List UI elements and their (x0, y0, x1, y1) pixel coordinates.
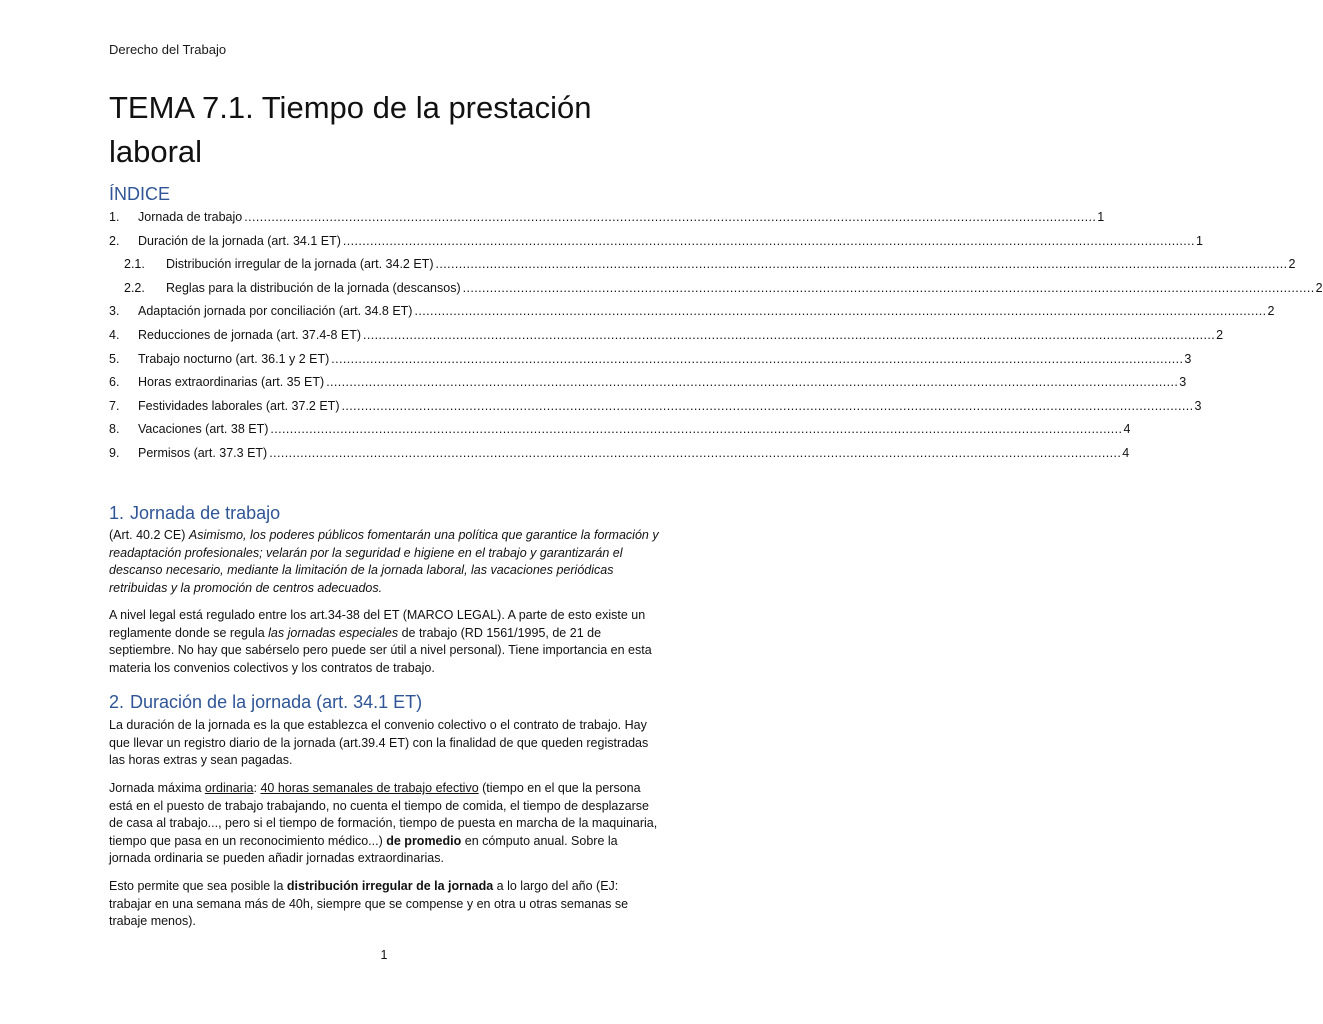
running-header: Derecho del Trabajo (109, 42, 227, 57)
toc-number: 2.2. (124, 280, 145, 295)
toc-label: Trabajo nocturno (art. 36.1 y 2 ET) (138, 351, 330, 366)
max-hours-paragraph (109, 780, 659, 868)
toc-heading: ÍNDICE (109, 184, 171, 204)
section-heading-2 (109, 692, 422, 713)
section-title: Duración de la jornada (art. 34.1 ET) (130, 692, 423, 712)
text-run: A nivel legal está regulado entre los art.34-38 del ET (MARCO LEGAL). A parte de esto existe un reglamente donde se regula (109, 608, 646, 640)
toc-entry[interactable] (109, 230, 1203, 254)
toc-label: Distribución irregular de la jornada (art. 34.2 ET) (166, 257, 434, 272)
toc-entry[interactable] (109, 206, 1105, 230)
text-run: de trabajo (RD 1561/1995, de 21 de septiembre. No hay que sabérselo pero puede ser útil a nivel personal). Tiene importancia en esta materia los convenios colectivos y los contratos de trabajo. (109, 625, 652, 675)
toc-page-number: 2 (1267, 304, 1275, 319)
toc-page-number: 1 (1097, 210, 1105, 224)
quote-text: Asimismo, los poderes públicos fomentarán una política que garantice la formación y readaptación profesionales; velarán por la seguridad e higiene en el trabajo y garantizarán el descanso necesario, mediante la limitación de la jornada laboral, las vacaciones periódicas retribuidas y la promoción de centros adecuados. (109, 528, 659, 595)
toc-number: 3. (109, 304, 120, 319)
toc-entry[interactable] (109, 442, 1130, 466)
text-run: Jornada máxima (109, 781, 205, 795)
table-of-contents (109, 206, 1323, 466)
section-heading-1 (109, 503, 280, 524)
toc-dot-leader: ............................................................................................................................................................................................................................ (270, 422, 1123, 437)
duration-paragraph: La duración de la jornada es la que establezca el convenio colectivo o el contrato de trabajo. Hay que llevar un registro diario de la jornada (art.39.4 ET) con la finalidad de que queden registradas las horas extras y sean pagadas. (109, 718, 649, 768)
toc-dot-leader: ............................................................................................................................................................................................................................ (363, 327, 1216, 342)
irregular-distribution-paragraph (109, 878, 659, 931)
toc-page-number: 3 (1194, 398, 1202, 413)
section-number: 2. (109, 692, 125, 712)
toc-label: Vacaciones (art. 38 ET) (138, 422, 269, 437)
toc-number: 5. (109, 351, 120, 366)
toc-page-number: 2 (1288, 257, 1296, 272)
emphasis-text: las jornadas especiales (268, 625, 399, 640)
toc-page-number: 4 (1123, 422, 1131, 437)
toc-entry[interactable] (109, 348, 1192, 372)
toc-page-number: 3 (1179, 375, 1187, 390)
toc-dot-leader: ............................................................................................................................................................................................................................ (326, 375, 1179, 390)
toc-subentry[interactable] (109, 277, 1323, 301)
toc-page-number: 4 (1122, 445, 1130, 460)
legal-framework-paragraph (109, 607, 659, 677)
document-title: TEMA 7.1. Tiempo de la prestación laboral (109, 90, 592, 169)
toc-dot-leader: ............................................................................................................................................................................................................................ (342, 233, 1195, 248)
toc-number: 8. (109, 422, 120, 437)
toc-entry[interactable] (109, 300, 1275, 324)
toc-subentry[interactable] (109, 253, 1296, 277)
text-run: a lo largo del año (EJ: trabajar en una semana más de 40h, siempre que se compense y en otra u otras semanas se trabaje menos). (109, 879, 629, 929)
toc-dot-leader: ............................................................................................................................................................................................................................ (244, 210, 1097, 224)
section-title: Jornada de trabajo (130, 503, 281, 523)
toc-number: 7. (109, 398, 120, 413)
underlined-text: ordinaria (204, 781, 254, 795)
toc-number: 2.1. (124, 257, 145, 272)
toc-dot-leader: ............................................................................................................................................................................................................................ (341, 398, 1194, 413)
toc-entry[interactable] (109, 418, 1131, 442)
page-number: 1 (380, 948, 388, 962)
toc-label: Festividades laborales (art. 37.2 ET) (138, 398, 340, 413)
quote-reference: (Art. 40.2 CE) (109, 528, 189, 542)
toc-label: Jornada de trabajo (138, 210, 243, 224)
toc-dot-leader: ............................................................................................................................................................................................................................ (462, 280, 1315, 295)
toc-number: 2. (109, 233, 120, 248)
toc-page-number: 2 (1315, 280, 1323, 295)
toc-label: Duración de la jornada (art. 34.1 ET) (138, 233, 341, 248)
toc-label: Reglas para la distribución de la jornada (descansos) (166, 280, 461, 295)
text-run: (tiempo en el que la persona está en el puesto de trabajo trabajando, no cuenta el tiempo de comida, el tiempo de desplazarse de casa al trabajo..., pero si el tiempo de formación, tiempo de puesta en marcha de la maquinaria, tiempo que pasa en un reconocimiento médico...) (109, 781, 658, 848)
toc-page-number: 2 (1216, 327, 1224, 342)
toc-dot-leader: ............................................................................................................................................................................................................................ (269, 445, 1122, 460)
text-run: en cómputo anual. Sobre la jornada ordinaria se pueden añadir jornadas extraordinarias. (109, 833, 618, 866)
toc-entry[interactable] (109, 324, 1224, 348)
toc-number: 1. (109, 210, 120, 224)
underlined-text: 40 horas semanales de trabajo efectivo (260, 781, 479, 795)
text-run: : (253, 781, 261, 795)
toc-dot-leader: ............................................................................................................................................................................................................................ (435, 257, 1288, 272)
toc-label: Reducciones de jornada (art. 37.4-8 ET) (138, 327, 362, 342)
toc-label: Permisos (art. 37.3 ET) (138, 445, 268, 460)
toc-entry[interactable] (109, 371, 1187, 395)
toc-label: Adaptación jornada por conciliación (art. 34.8 ET) (138, 304, 413, 319)
toc-page-number: 3 (1184, 351, 1192, 366)
toc-dot-leader: ............................................................................................................................................................................................................................ (331, 351, 1184, 366)
text-run: Esto permite que sea posible la (109, 879, 287, 893)
toc-label: Horas extraordinarias (art. 35 ET) (138, 375, 325, 390)
constitution-quote (109, 527, 659, 597)
toc-page-number: 1 (1195, 233, 1203, 248)
toc-dot-leader: ............................................................................................................................................................................................................................ (414, 304, 1267, 319)
toc-number: 9. (109, 445, 120, 460)
section-number: 1. (109, 503, 125, 523)
toc-number: 4. (109, 327, 120, 342)
toc-number: 6. (109, 375, 120, 390)
toc-entry[interactable] (109, 395, 1202, 419)
bold-text: de promedio (386, 833, 462, 848)
bold-text: distribución irregular de la jornada (286, 879, 494, 893)
